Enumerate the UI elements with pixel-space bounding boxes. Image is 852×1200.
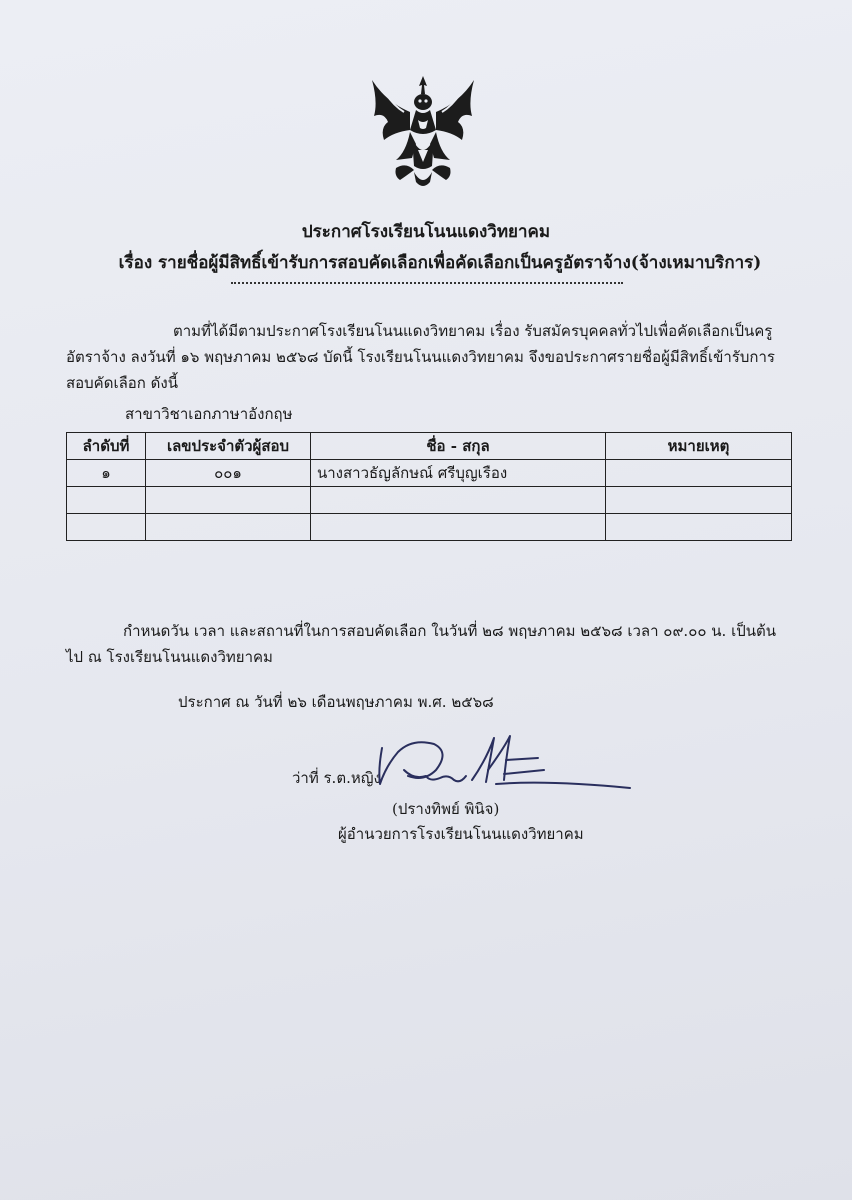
announcement-title: ประกาศโรงเรียนโนนแดงวิทยาคม (301, 222, 551, 242)
announcement-date: ประกาศ ณ วันที่ ๒๖ เดือนพฤษภาคม พ.ศ. ๒๕๖๘ (178, 693, 494, 711)
signatory-name: (ปรางทิพย์ พินิจ) (392, 800, 500, 818)
handwritten-signature (368, 730, 638, 804)
header-order: ลำดับที่ (67, 433, 146, 460)
cell-fullname: นางสาวธัญลักษณ์ ศรีบุญเรือง (311, 460, 606, 487)
cell-remark (606, 514, 792, 541)
signatory-position: ผู้อำนวยการโรงเรียนโนนแดงวิทยาคม (338, 825, 584, 843)
header-exam-id: เลขประจำตัวผู้สอบ (146, 433, 311, 460)
acting-title: ว่าที่ ร.ต.หญิง (292, 769, 381, 787)
cell-exam-id (146, 514, 311, 541)
table-row (67, 460, 792, 487)
cell-exam-id (146, 487, 311, 514)
table-row (67, 514, 792, 541)
intro-paragraph: ตามที่ได้มีตามประกาศโรงเรียนโนนแดงวิทยาคม เรื่อง รับสมัครบุคคลทั่วไปเพื่อคัดเลือกเป็นครูอัตราจ้าง ลงวันที่ ๑๖ พฤษภาคม ๒๕๖๘ บัดนี้ โรงเรียนโนนแดงวิทยาคม จึงขอประกาศรายชื่อผู้มีสิทธิ์เข้ารับการสอบคัดเลือก ดังนี้ (66, 322, 775, 392)
cell-remark (606, 460, 792, 487)
cell-fullname (311, 487, 606, 514)
cell-order (67, 487, 146, 514)
dotted-divider (231, 272, 623, 284)
cell-remark (606, 487, 792, 514)
garuda-emblem-icon (366, 72, 480, 190)
cell-fullname (311, 514, 606, 541)
cell-exam-id: ๐๐๑ (146, 460, 311, 487)
candidate-table (66, 432, 792, 541)
schedule-paragraph: กำหนดวัน เวลา และสถานที่ในการสอบคัดเลือก ในวันที่ ๒๘ พฤษภาคม ๒๕๖๘ เวลา ๐๙.๐๐ น. เป็นต้นไป ณ โรงเรียนโนนแดงวิทยาคม (66, 622, 776, 666)
table-header-row (67, 433, 792, 460)
cell-order (67, 514, 146, 541)
cell-order: ๑ (67, 460, 146, 487)
header-fullname: ชื่อ - สกุล (311, 433, 606, 460)
major-label: สาขาวิชาเอกภาษาอังกฤษ (125, 405, 293, 423)
header-remark: หมายเหตุ (606, 433, 792, 460)
table-row (67, 487, 792, 514)
announcement-subject: เรื่อง รายชื่อผู้มีสิทธิ์เข้ารับการสอบคัดเลือกเพื่อคัดเลือกเป็นครูอัตราจ้าง(จ้างเหมาบริการ) (118, 253, 762, 273)
